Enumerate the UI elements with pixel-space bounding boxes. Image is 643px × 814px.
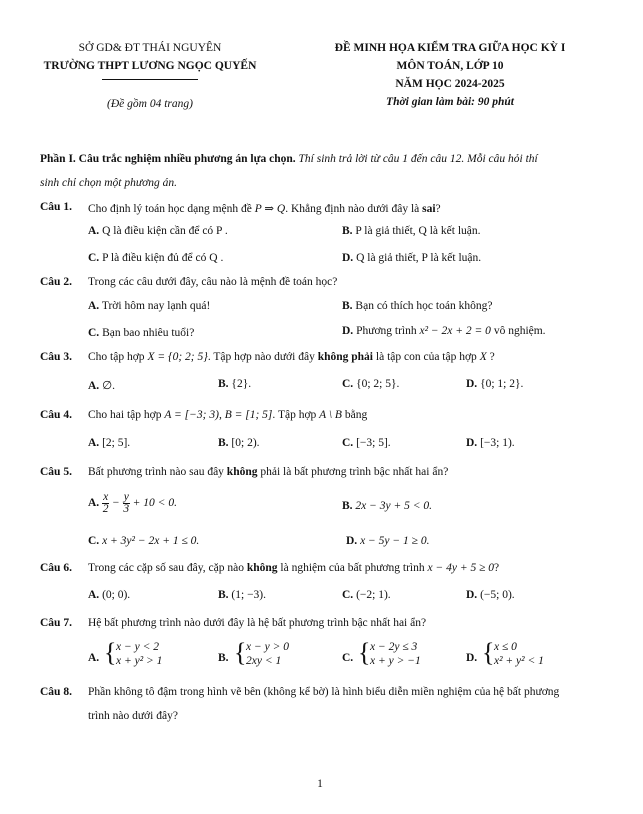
question-4-option-b[interactable]: B. [0; 2). bbox=[218, 437, 260, 449]
part1-title: Phần I. Câu trắc nghiệm nhiều phương án lựa chọn. bbox=[40, 153, 296, 165]
question-7-option-c[interactable]: C. bbox=[342, 652, 354, 664]
question-3-stem: Cho tập hợp X = {0; 2; 5}. Tập hợp nào dưới đây không phải là tập con của tập hợp X ? bbox=[88, 351, 495, 363]
question-2-option-c[interactable]: C. Bạn bao nhiêu tuổi? bbox=[88, 327, 195, 339]
exam-subject: MÔN TOÁN, LỚP 10 bbox=[396, 60, 504, 72]
brace-icon: { bbox=[482, 638, 495, 667]
question-1-option-b[interactable]: B. P là giả thiết, Q là kết luận. bbox=[342, 225, 481, 237]
question-3-option-c[interactable]: C. {0; 2; 5}. bbox=[342, 378, 400, 390]
question-3-option-d[interactable]: D. {0; 1; 2}. bbox=[466, 378, 524, 390]
question-4-label: Câu 4. bbox=[40, 409, 72, 421]
question-3-option-a[interactable]: A. ∅. bbox=[88, 380, 115, 392]
part1-heading bbox=[40, 153, 538, 165]
question-7-option-b[interactable]: B. bbox=[218, 652, 229, 664]
exam-year: NĂM HỌC 2024-2025 bbox=[395, 78, 505, 90]
question-7-system-d: x ≤ 0 x² + y² < 1 bbox=[494, 641, 544, 667]
question-2-option-d[interactable]: D. Phương trình x² − 2x + 2 = 0 vô nghiệm. bbox=[342, 325, 546, 337]
question-1-option-d[interactable]: D. Q là giả thiết, P là kết luận. bbox=[342, 252, 482, 264]
question-8-label: Câu 8. bbox=[40, 686, 72, 698]
question-6-option-d[interactable]: D. (−5; 0). bbox=[466, 589, 515, 601]
brace-icon: { bbox=[104, 638, 117, 667]
question-4-stem: Cho hai tập hợp A = [−3; 3), B = [1; 5]. Tập hợp A \ B bằng bbox=[88, 409, 368, 421]
exam-time: Thời gian làm bài: 90 phút bbox=[386, 96, 514, 108]
question-7-label: Câu 7. bbox=[40, 617, 72, 629]
pages-note: (Đề gồm 04 trang) bbox=[107, 98, 193, 110]
question-1-option-a[interactable]: A. Q là điều kiện cần để có P . bbox=[88, 225, 228, 237]
question-6-option-b[interactable]: B. (1; −3). bbox=[218, 589, 267, 601]
question-7-option-a[interactable]: A. bbox=[88, 652, 100, 664]
page-number: 1 bbox=[317, 778, 323, 790]
question-6-option-a[interactable]: A. (0; 0). bbox=[88, 589, 131, 601]
question-7-stem: Hệ bất phương trình nào dưới đây là hệ bất phương trình bậc nhất hai ẩn? bbox=[88, 617, 427, 629]
exam-title: ĐỀ MINH HỌA KIỂM TRA GIỮA HỌC KỲ I bbox=[334, 42, 566, 54]
question-4-option-a[interactable]: A. [2; 5]. bbox=[88, 437, 131, 449]
part1-instruction: Thí sinh trả lời từ câu 1 đến câu 12. Mỗi câu hỏi thí bbox=[298, 153, 538, 165]
question-7-system-b: x − y > 0 2xy < 1 bbox=[246, 641, 289, 667]
question-4-option-c[interactable]: C. [−3; 5]. bbox=[342, 437, 391, 449]
question-5-option-c[interactable]: C. x + 3y² − 2x + 1 ≤ 0. bbox=[88, 535, 200, 547]
question-2-option-a[interactable]: A. Trời hôm nay lạnh quá! bbox=[88, 300, 211, 312]
question-6-label: Câu 6. bbox=[40, 562, 72, 574]
question-5-option-b[interactable]: B. 2x − 3y + 5 < 0. bbox=[342, 500, 433, 512]
question-5-stem: Bất phương trình nào sau đây không phải là bất phương trình bậc nhất hai ẩn? bbox=[88, 466, 449, 478]
question-1-label: Câu 1. bbox=[40, 201, 72, 213]
question-5-option-d[interactable]: D. x − 5y − 1 ≥ 0. bbox=[346, 535, 430, 547]
question-7-system-c: x − 2y ≤ 3 x + y > −1 bbox=[370, 641, 421, 667]
question-1-option-c[interactable]: C. P là điều kiện đủ để có Q . bbox=[88, 252, 224, 264]
fraction-x-over-2: $\frac{x}{2}$ bbox=[102, 491, 109, 515]
question-4-option-d[interactable]: D. [−3; 1). bbox=[466, 437, 515, 449]
question-3-label: Câu 3. bbox=[40, 351, 72, 363]
part1-instruction-cont: sinh chỉ chọn một phương án. bbox=[40, 177, 177, 189]
brace-icon: { bbox=[358, 638, 371, 667]
question-7-system-a: x − y < 2 x + y² > 1 bbox=[116, 641, 163, 667]
question-8-stem: Phần không tô đậm trong hình vẽ bên (không kể bờ) là hình biểu diễn miền nghiệm của hệ bất phương bbox=[88, 686, 560, 698]
question-6-stem: Trong các cặp số sau đây, cặp nào không là nghiệm của bất phương trình x − 4y + 5 ≥ 0? bbox=[88, 562, 500, 574]
question-7-option-d[interactable]: D. bbox=[466, 652, 478, 664]
school-name: TRƯỜNG THPT LƯƠNG NGỌC QUYẾN bbox=[43, 60, 257, 72]
question-2-label: Câu 2. bbox=[40, 276, 72, 288]
question-5-option-a[interactable]: A. $\frac{x}{2}$ − $\frac{y}{3}$ + 10 < 0. bbox=[88, 491, 177, 515]
department-name: SỞ GD& ĐT THÁI NGUYÊN bbox=[78, 42, 222, 54]
question-2-stem: Trong các câu dưới đây, câu nào là mệnh đề toán học? bbox=[88, 276, 338, 288]
brace-icon: { bbox=[234, 638, 247, 667]
question-3-option-b[interactable]: B. {2}. bbox=[218, 378, 252, 390]
question-5-label: Câu 5. bbox=[40, 466, 72, 478]
question-1-stem: Cho định lý toán học dạng mệnh đề P ⇒ Q. Khẳng định nào dưới đây là sai? bbox=[88, 203, 441, 215]
question-2-option-b[interactable]: B. Bạn có thích học toán không? bbox=[342, 300, 493, 312]
question-8-stem-cont: trình nào dưới đây? bbox=[88, 710, 178, 722]
header-divider bbox=[102, 79, 198, 80]
question-6-option-c[interactable]: C. (−2; 1). bbox=[342, 589, 391, 601]
fraction-y-over-3: $\frac{y}{3}$ bbox=[123, 491, 130, 515]
